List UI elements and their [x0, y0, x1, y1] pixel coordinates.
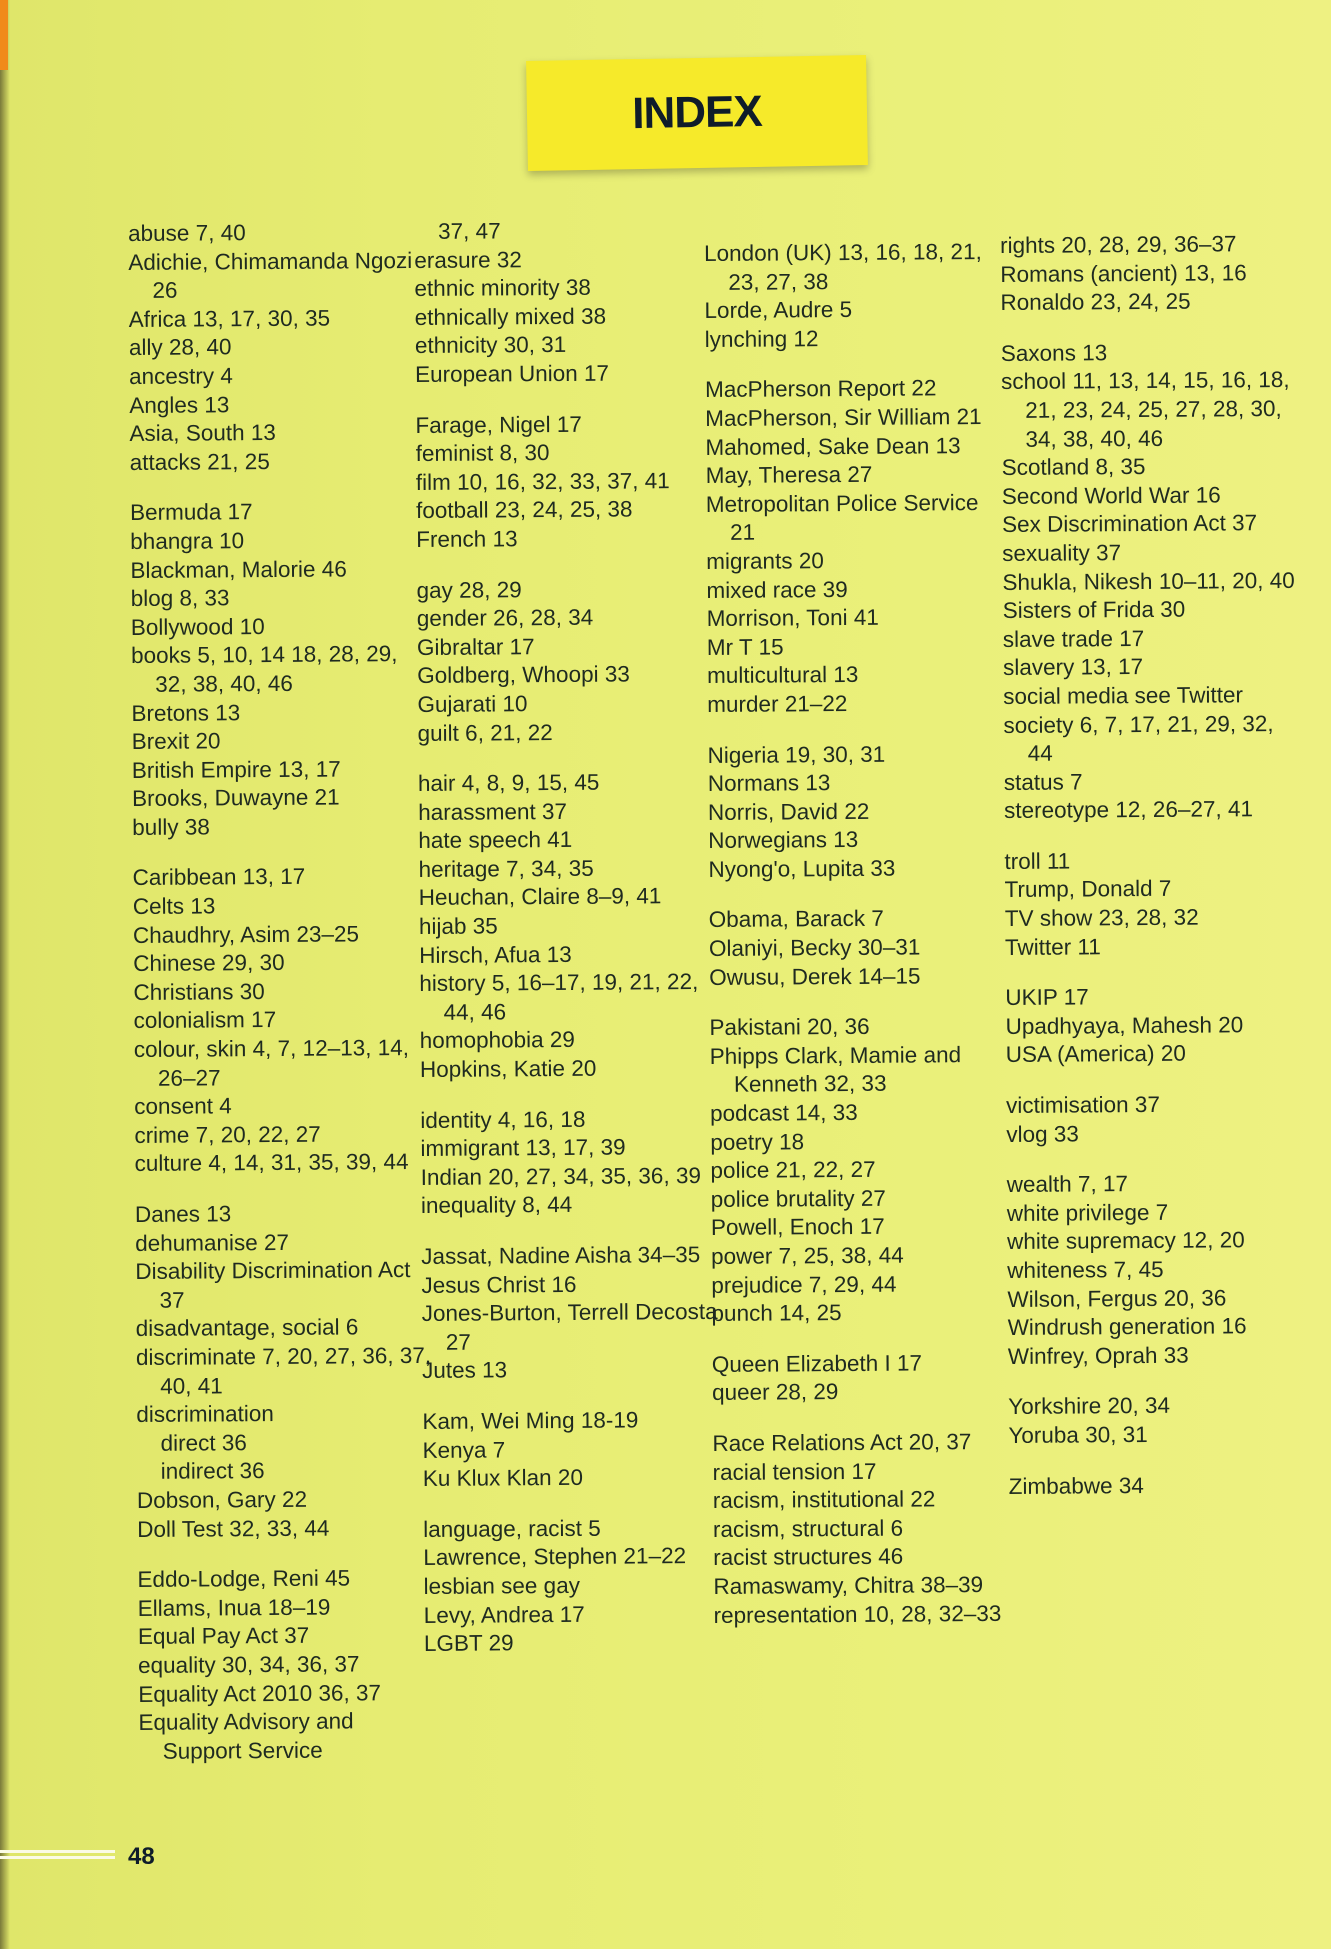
index-entry: Olaniyi, Becky 30–31 — [708, 934, 921, 962]
index-entry: consent 4 — [134, 1093, 232, 1120]
index-entry: Chaudhry, Asim 23–25 — [132, 921, 360, 948]
index-entry: Danes 13 — [134, 1201, 232, 1227]
index-entry: MacPherson, Sir William 21 — [705, 404, 982, 431]
index-entry: Asia, South 13 — [129, 420, 276, 447]
index-entry: gay 28, 29 — [416, 576, 522, 603]
index-entry: attacks 21, 25 — [129, 448, 270, 475]
index-entry: Brooks, Duwayne 21 — [131, 784, 340, 812]
index-entry: UKIP 17 — [1005, 984, 1089, 1011]
index-entry: Yorkshire 20, 34 — [1008, 1393, 1171, 1420]
index-entry: Gibraltar 17 — [416, 633, 535, 660]
index-entry: Equality Advisory and Support Service — [138, 1708, 354, 1764]
index-entry: feminist 8, 30 — [415, 440, 550, 467]
index-entry: Race Relations Act 20, 37 — [712, 1429, 972, 1456]
index-entry: racism, structural 6 — [712, 1515, 904, 1542]
index-entry: USA (America) 20 — [1005, 1041, 1186, 1068]
index-entry: ancestry 4 — [129, 363, 233, 389]
index-entry: Nigeria 19, 30, 31 — [707, 741, 886, 768]
index-entry: Sisters of Frida 30 — [1002, 596, 1186, 624]
index-entry: Hopkins, Katie 20 — [419, 1055, 597, 1083]
index-entry: Obama, Barack 7 — [708, 906, 884, 933]
index-entry: victimisation 37 — [1006, 1091, 1160, 1119]
index-entry: Blackman, Malorie 46 — [130, 556, 347, 583]
index-entry: dehumanise 27 — [135, 1229, 290, 1256]
index-entry: Caribbean 13, 17 — [132, 864, 306, 891]
index-entry: Equality Act 2010 36, 37 — [138, 1679, 382, 1707]
index-entry: French 13 — [416, 526, 518, 552]
index-entry: discrimination — [136, 1401, 274, 1428]
index-entry: crime 7, 20, 22, 27 — [134, 1121, 321, 1148]
index-entry: representation 10, 28, 32–33 — [713, 1600, 1002, 1628]
index-entry: ally 28, 40 — [128, 334, 232, 361]
index-entry: Hirsch, Afua 13 — [419, 941, 572, 968]
index-entry: Trump, Donald 7 — [1004, 876, 1172, 903]
index-entry: podcast 14, 33 — [710, 1099, 858, 1127]
index-entry: Levy, Andrea 17 — [423, 1601, 585, 1628]
index-entry: hijab 35 — [418, 913, 498, 940]
index-entry: police 21, 22, 27 — [710, 1157, 876, 1184]
index-entry: colonialism 17 — [133, 1007, 277, 1034]
index-entry: colour, skin 4, 7, 12–13, 14, 26–27 — [133, 1035, 410, 1091]
spine-orange-mark — [0, 0, 8, 70]
index-entry: Eddo-Lodge, Reni 45 — [137, 1565, 351, 1593]
index-entry: film 10, 16, 32, 33, 37, 41 — [415, 467, 670, 495]
index-entry: Jassat, Nadine Aisha 34–35 — [421, 1242, 701, 1269]
index-entry: inequality 8, 44 — [420, 1192, 573, 1219]
index-entry: Doll Test 32, 33, 44 — [137, 1515, 330, 1542]
index-entry: language, racist 5 — [423, 1515, 601, 1542]
index-entry: blog 8, 33 — [130, 585, 230, 612]
index-entry: Kenya 7 — [422, 1436, 506, 1463]
index-entry: Queen Elizabeth I 17 — [711, 1350, 923, 1377]
index-entry: punch 14, 25 — [711, 1300, 842, 1327]
index-entry: Powell, Enoch 17 — [710, 1214, 885, 1241]
index-entry: immigrant 13, 17, 39 — [420, 1134, 626, 1162]
index-entry: ethnicity 30, 31 — [414, 332, 567, 359]
index-entry: Angles 13 — [129, 391, 230, 418]
index-entry: migrants 20 — [706, 548, 824, 574]
index-entry: Adichie, Chimamanda Ngozi 26 — [128, 247, 413, 304]
index-entry: Norris, David 22 — [707, 798, 870, 825]
index-entry: status 7 — [1003, 769, 1083, 795]
index-entry: Ellams, Inua 18–19 — [137, 1594, 331, 1621]
index-entry: Scotland 8, 35 — [1001, 454, 1146, 481]
index-entry: MacPherson Report 22 — [704, 375, 937, 403]
page-number: 48 — [128, 1843, 155, 1870]
index-entry: Celts 13 — [132, 893, 216, 920]
index-entry: May, Theresa 27 — [705, 461, 873, 489]
index-entry: history 5, 16–17, 19, 21, 22, 44, 46 — [419, 969, 699, 1025]
index-entry: Romans (ancient) 13, 16 — [1000, 259, 1247, 287]
index-entry: Mahomed, Sake Dean 13 — [705, 432, 961, 460]
index-entry: identity 4, 16, 18 — [420, 1106, 586, 1133]
index-entry: Farage, Nigel 17 — [415, 411, 582, 438]
index-entry: Phipps Clark, Mamie and Kenneth 32, 33 — [709, 1042, 962, 1098]
index-entry: lynching 12 — [704, 325, 819, 352]
index-entry: Wilson, Fergus 20, 36 — [1007, 1285, 1227, 1312]
index-entry: Zimbabwe 34 — [1008, 1472, 1144, 1499]
index-entry: Second World War 16 — [1001, 482, 1221, 509]
index-entry: Twitter 11 — [1004, 933, 1101, 960]
index-entry: slavery 13, 17 — [1002, 654, 1144, 681]
index-entry: Morrison, Toni 41 — [706, 604, 879, 632]
index-entry: Ronaldo 23, 24, 25 — [1000, 288, 1191, 316]
index-entry: sexuality 37 — [1002, 540, 1122, 566]
index-entry: football 23, 24, 25, 38 — [415, 496, 633, 524]
index-entry: racism, institutional 22 — [712, 1486, 936, 1514]
index-entry: books 5, 10, 14 18, 28, 29, 32, 38, 40, 46 — [130, 641, 398, 697]
index-entry: Normans 13 — [707, 770, 831, 797]
title-banner — [526, 55, 868, 171]
index-entry: Christians 30 — [133, 978, 265, 1005]
index-entry: ethnically mixed 38 — [414, 303, 607, 330]
index-entry: bully 38 — [132, 814, 210, 840]
page-spine-shadow — [0, 0, 10, 1949]
index-column-2 — [414, 216, 724, 1659]
index-entry: Jones-Burton, Terrell Decosta 27 — [421, 1299, 718, 1355]
index-entry: European Union 17 — [415, 360, 610, 387]
index-entry: Brexit 20 — [131, 728, 221, 755]
index-entry: rights 20, 28, 29, 36–37 — [1000, 231, 1237, 258]
index-entry: Chinese 29, 30 — [133, 950, 285, 977]
index-entry: Ramaswamy, Chitra 38–39 — [713, 1572, 984, 1599]
index-entry: Saxons 13 — [1000, 340, 1108, 366]
index-entry: Gujarati 10 — [417, 691, 528, 717]
index-entry: whiteness 7, 45 — [1007, 1256, 1164, 1283]
index-entry: Goldberg, Whoopi 33 — [417, 661, 630, 689]
index-entry: indirect 36 — [160, 1458, 265, 1485]
index-entry: Bermuda 17 — [129, 499, 253, 526]
index-entry: Windrush generation 16 — [1007, 1313, 1247, 1341]
index-entry: police brutality 27 — [710, 1185, 886, 1212]
index-entry: Upadhyaya, Mahesh 20 — [1005, 1012, 1244, 1039]
index-entry: equality 30, 34, 36, 37 — [138, 1651, 360, 1678]
index-entry: Winfrey, Oprah 33 — [1007, 1342, 1189, 1369]
index-entry: Nyong'o, Lupita 33 — [708, 855, 896, 882]
index-entry: stereotype 12, 26–27, 41 — [1003, 796, 1254, 824]
index-entry: Lorde, Audre 5 — [704, 297, 853, 324]
index-entry: Africa 13, 17, 30, 35 — [128, 305, 331, 332]
index-entry: hate speech 41 — [418, 827, 573, 854]
index-entry: British Empire 13, 17 — [131, 756, 341, 783]
index-entry: Mr T 15 — [706, 634, 784, 660]
index-entry: Jesus Christ 16 — [421, 1271, 577, 1298]
footer-rule — [0, 1850, 115, 1864]
index-entry: heritage 7, 34, 35 — [418, 855, 594, 882]
index-entry: culture 4, 14, 31, 35, 39, 44 — [134, 1149, 409, 1177]
index-entry: slave trade 17 — [1002, 625, 1145, 652]
index-entry: prejudice 7, 29, 44 — [711, 1271, 897, 1298]
index-entry: Indian 20, 27, 34, 35, 36, 39 — [420, 1162, 702, 1190]
index-entry: disadvantage, social 6 — [135, 1314, 359, 1342]
index-entry: multicultural 13 — [706, 662, 859, 689]
index-entry: Jutes 13 — [421, 1357, 508, 1384]
index-entry: school 11, 13, 14, 15, 16, 18, 21, 23, 24, 25, 27, 28, 30, 34, 38, 40, 46 — [1000, 367, 1290, 452]
index-entry: poetry 18 — [710, 1128, 805, 1155]
index-entry: society 6, 7, 17, 21, 29, 32, 44 — [1003, 710, 1274, 766]
index-entry: Kam, Wei Ming 18-19 — [422, 1407, 639, 1434]
index-entry: Owusu, Derek 14–15 — [709, 963, 921, 990]
index-entry: homophobia 29 — [419, 1027, 575, 1054]
index-entry: Yoruba 30, 31 — [1008, 1421, 1148, 1448]
index-entry: ethnic minority 38 — [414, 274, 591, 302]
index-entry: racial tension 17 — [712, 1458, 877, 1485]
index-column-4 — [1000, 230, 1309, 1501]
index-entry: LGBT 29 — [423, 1630, 514, 1657]
index-entry: Ku Klux Klan 20 — [422, 1465, 583, 1492]
index-entry: social media see Twitter — [1003, 682, 1244, 709]
index-entry: Heuchan, Claire 8–9, 41 — [418, 883, 662, 911]
index-entry: Lawrence, Stephen 21–22 — [423, 1543, 687, 1571]
index-entry: Shukla, Nikesh 10–11, 20, 40 — [1002, 567, 1295, 595]
index-entry: vlog 33 — [1006, 1121, 1079, 1147]
index-entry: Norwegians 13 — [708, 827, 859, 854]
index-entry: lesbian see gay — [423, 1572, 580, 1599]
index-entry: bhangra 10 — [130, 528, 245, 554]
index-entry: direct 36 — [160, 1429, 247, 1456]
index-entry: Metropolitan Police Service 21 — [705, 489, 979, 546]
index-column-1 — [128, 218, 439, 1766]
index-entry: Bollywood 10 — [130, 613, 265, 640]
index-entry: white supremacy 12, 20 — [1006, 1227, 1245, 1255]
index-entry: guilt 6, 21, 22 — [417, 719, 553, 746]
index-entry: wealth 7, 17 — [1006, 1171, 1129, 1198]
index-entry: Dobson, Gary 22 — [136, 1486, 308, 1513]
index-entry: Disability Discrimination Act 37 — [135, 1257, 411, 1313]
index-entry: Equal Pay Act 37 — [137, 1623, 310, 1650]
index-column-3 — [704, 238, 1014, 1630]
index-entry: gender 26, 28, 34 — [416, 604, 594, 632]
index-entry: erasure 32 — [414, 246, 522, 273]
index-entry: London (UK) 13, 16, 18, 21, 23, 27, 38 — [704, 239, 982, 295]
index-entry: 37, 47 — [438, 218, 501, 244]
index-entry: hair 4, 8, 9, 15, 45 — [417, 769, 600, 797]
page-title: INDEX — [631, 86, 763, 139]
index-entry: white privilege 7 — [1006, 1199, 1169, 1226]
index-entry: power 7, 25, 38, 44 — [711, 1242, 904, 1269]
index-entry: Sex Discrimination Act 37 — [1001, 510, 1258, 538]
index-entry: murder 21–22 — [707, 690, 848, 717]
index-entry: racist structures 46 — [713, 1543, 904, 1571]
index-entry: mixed race 39 — [706, 576, 848, 603]
index-entry: abuse 7, 40 — [128, 220, 246, 246]
index-entry: Pakistani 20, 36 — [709, 1014, 870, 1041]
index-entry: discriminate 7, 20, 27, 36, 37, 40, 41 — [135, 1342, 432, 1399]
index-entry: harassment 37 — [418, 798, 568, 825]
index-entry: TV show 23, 28, 32 — [1004, 904, 1199, 932]
index-entry: Bretons 13 — [131, 699, 241, 726]
index-entry: troll 11 — [1004, 848, 1071, 874]
index-entry: queer 28, 29 — [711, 1379, 839, 1406]
